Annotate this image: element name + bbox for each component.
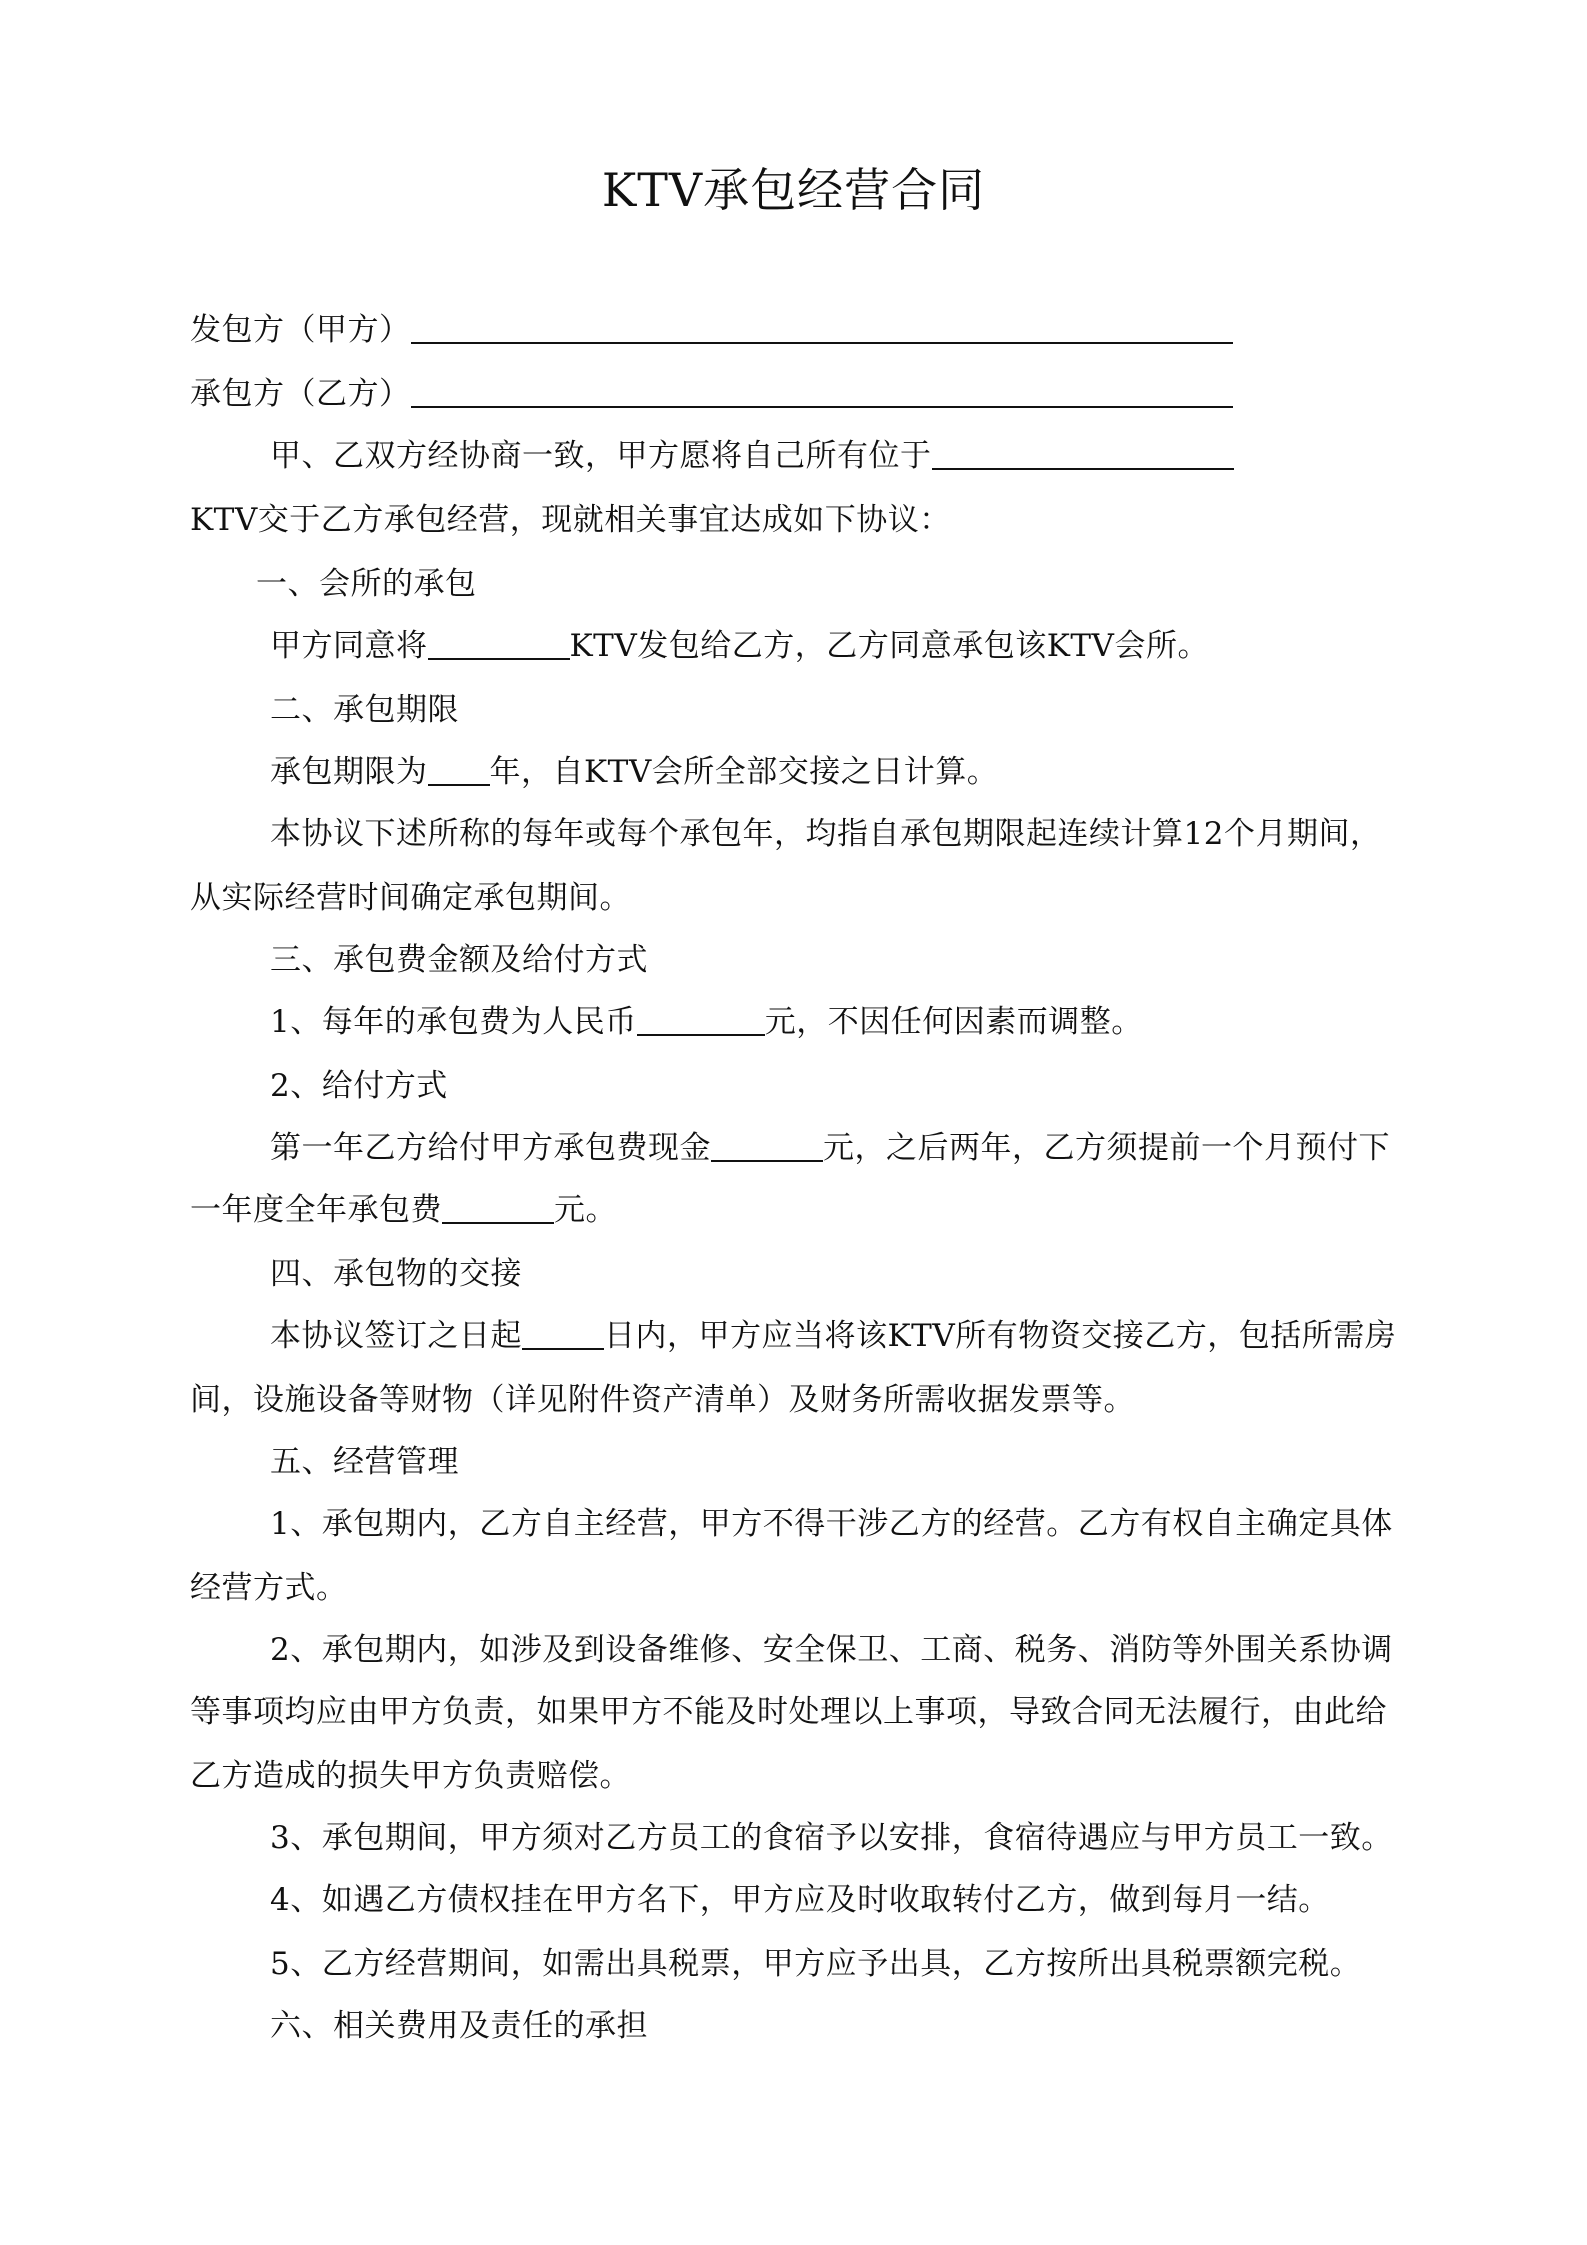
party-a-line xyxy=(190,308,1233,352)
intro-line-1 xyxy=(270,434,1234,478)
section-5-item-3: 3、承包期间，甲方须对乙方员工的食宿予以安排，食宿待遇应与甲方员工一致。 xyxy=(270,1820,1393,1856)
section-5-heading: 五、经营管理 xyxy=(270,1444,459,1480)
s2-text-b: 年，自KTV会所全部交接之日计算。 xyxy=(489,754,999,790)
document-title: KTV承包经营合同 xyxy=(601,163,986,217)
s2-text-a: 承包期限为 xyxy=(270,754,428,790)
section-5-item-5: 5、乙方经营期间，如需出具税票，甲方应予出具，乙方按所出具税票额完税。 xyxy=(270,1946,1362,1982)
s4-text-b: 日内，甲方应当将该KTV所有物资交接乙方，包括所需房 xyxy=(604,1318,1397,1354)
section-5-item-2-line-3: 乙方造成的损失甲方负责赔偿。 xyxy=(190,1758,631,1794)
s3-item1-text-a: 1、每年的承包费为人民币 xyxy=(270,1004,637,1040)
party-a-blank[interactable] xyxy=(411,308,1233,344)
s3-item2-text-a: 第一年乙方给付甲方承包费现金 xyxy=(270,1130,711,1166)
s1-text-a: 甲方同意将 xyxy=(270,628,428,664)
section-3-item-2-line-1 xyxy=(270,1126,1390,1170)
party-b-blank[interactable] xyxy=(411,372,1233,408)
intro-line-2: KTV交于乙方承包经营，现就相关事宜达成如下协议： xyxy=(190,502,951,538)
section-3-heading: 三、承包费金额及给付方式 xyxy=(270,942,648,978)
s3-item1-text-b: 元，不因任何因素而调整。 xyxy=(764,1004,1143,1040)
annual-prepay-blank[interactable] xyxy=(442,1188,554,1224)
section-2-term-line xyxy=(270,750,998,794)
handover-days-blank[interactable] xyxy=(522,1314,604,1350)
first-year-fee-blank[interactable] xyxy=(711,1126,823,1162)
section-1-heading: 一、会所的承包 xyxy=(256,566,477,602)
section-5-item-2-line-2: 等事项均应由甲方负责，如果甲方不能及时处理以上事项，导致合同无法履行，由此给 xyxy=(190,1694,1387,1730)
s3-item2-text-c: 一年度全年承包费 xyxy=(190,1192,442,1228)
s4-text-a: 本协议签订之日起 xyxy=(270,1318,522,1354)
location-blank[interactable] xyxy=(932,434,1234,470)
section-1-paragraph xyxy=(270,624,1209,668)
section-3-item-1 xyxy=(270,1000,1143,1044)
s3-item2-text-b: 元，之后两年，乙方须提前一个月预付下 xyxy=(823,1130,1390,1166)
intro-text-1: 甲、乙双方经协商一致，甲方愿将自己所有位于 xyxy=(270,438,932,474)
section-3-item-2-line-2 xyxy=(190,1188,617,1232)
section-6-heading: 六、相关费用及责任的承担 xyxy=(270,2008,648,2044)
section-4-line-2: 间，设施设备等财物（详见附件资产清单）及财务所需收据发票等。 xyxy=(190,1382,1135,1418)
s3-item2-text-d: 元。 xyxy=(554,1192,617,1228)
section-5-item-1-line-1: 1、承包期内，乙方自主经营，甲方不得干涉乙方的经营。乙方有权自主确定具体 xyxy=(270,1506,1393,1542)
section-2-paragraph-line-2: 从实际经营时间确定承包期间。 xyxy=(190,880,631,916)
section-5-item-1-line-2: 经营方式。 xyxy=(190,1570,348,1606)
section-3-item-2-heading: 2、给付方式 xyxy=(270,1068,448,1104)
party-a-label: 发包方（甲方） xyxy=(190,312,411,348)
section-4-line-1 xyxy=(270,1314,1396,1358)
section-2-paragraph-line-1: 本协议下述所称的每年或每个承包年，均指自承包期限起连续计算12个月期间， xyxy=(270,816,1382,852)
section-2-heading: 二、承包期限 xyxy=(270,692,459,728)
party-b-line xyxy=(190,372,1233,416)
s1-text-b: KTV发包给乙方，乙方同意承包该KTV会所。 xyxy=(569,628,1209,664)
ktv-name-blank[interactable] xyxy=(428,624,570,660)
section-4-heading: 四、承包物的交接 xyxy=(270,1256,522,1292)
section-5-item-4: 4、如遇乙方债权挂在甲方名下，甲方应及时收取转付乙方，做到每月一结。 xyxy=(270,1882,1330,1918)
party-b-label: 承包方（乙方） xyxy=(190,376,411,412)
annual-fee-blank[interactable] xyxy=(637,1000,765,1036)
term-years-blank[interactable] xyxy=(428,750,490,786)
section-5-item-2-line-1: 2、承包期内，如涉及到设备维修、安全保卫、工商、税务、消防等外围关系协调 xyxy=(270,1632,1393,1668)
